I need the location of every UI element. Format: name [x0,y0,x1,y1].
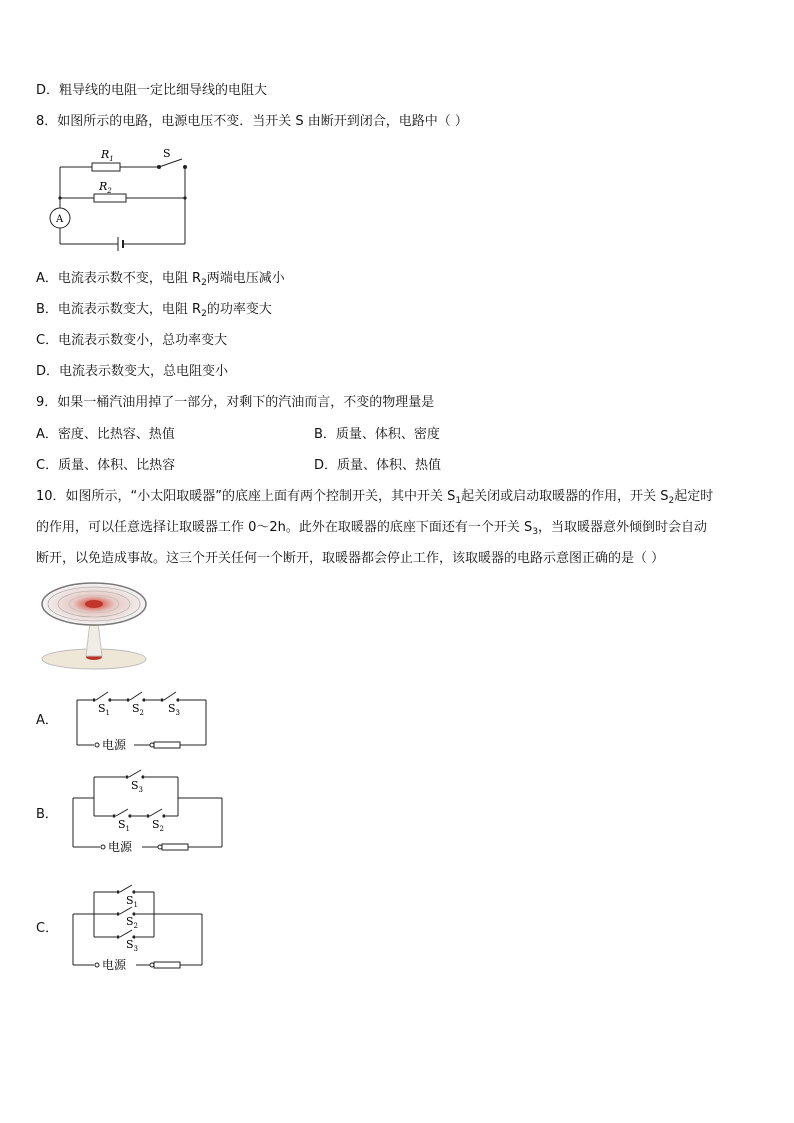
q9-option-d: D．质量、体积、热值 [314,458,442,473]
svg-text:S1: $S_1$ [118,818,131,833]
switch-s [159,159,182,167]
q10-stem-line2: 的作用，可以任意选择让取暖器工作 0～2h。此外在取暖器的底座下面还有一个开关 $S_3$，当取暖器意外倾倒时会自动 [36,520,708,537]
q8-stem: 8．如图所示的电路，电源电压不变．当开关 S 由断开到闭合，电路中（ ） [36,114,468,129]
q10-option-c-circuit [70,882,210,974]
q8-circuit-diagram [46,145,196,255]
svg-text:S: S [163,147,171,160]
svg-text:S3: $S_3$ [126,938,139,953]
q7-option-d: D．粗导线的电阻一定比细导线的电阻大 [36,83,268,98]
svg-text:S2: $S_2$ [132,702,145,717]
svg-text:S1: $S_1$ [98,702,111,717]
q10-option-c-label: C． [36,921,59,936]
heater-resistor [154,742,180,748]
q9-option-b: B．质量、体积、密度 [314,427,440,442]
svg-text:电源: 电源 [108,840,133,854]
resistor-r1 [92,163,120,171]
q10-option-b-label: B． [36,807,58,822]
q10-stem-line1: 10．如图所示，“小太阳取暖器”的底座上面有两个控制开关，其中开关 $S_1$起关闭或启动取暖器的作用，开关 $S_2$起定时 [36,489,714,506]
q10-option-a-circuit [74,688,214,754]
resistor-r2 [94,194,126,202]
svg-text:S2: $S_2$ [152,818,165,833]
q9-stem: 9．如果一桶汽油用掉了一部分，对剩下的汽油而言，不变的物理量是 [36,395,435,410]
svg-text:S3: $S_3$ [131,779,144,794]
svg-text:R1: $R_1$ [101,148,114,163]
svg-text:R2: $R_2$ [99,180,112,195]
svg-text:A: A [56,214,64,225]
q8-option-d: D．电流表示数变大，总电阻变小 [36,364,229,379]
svg-text:S2: $S_2$ [126,915,139,930]
svg-text:S1: $S_1$ [126,894,139,909]
q8-option-b: B．电流表示数变大，电阻 $R_2$的功率变大 [36,302,272,319]
q10-stem-line3: 断开，以免造成事故。这三个开关任何一个断开，取暖器都会停止工作，该取暖器的电路示意图正确的是（ ） [36,551,665,566]
svg-text:电源: 电源 [102,958,127,972]
svg-text:电源: 电源 [102,738,127,752]
q8-option-c: C．电流表示数变小，总功率变大 [36,333,228,348]
q10-option-a-label: A． [36,713,58,728]
heater-illustration [36,582,154,674]
q8-option-a: A．电流表示数不变，电阻 $R_2$两端电压减小 [36,271,285,288]
q9-option-c: C．质量、体积、比热容 [36,458,176,473]
svg-text:S3: $S_3$ [168,702,181,717]
q9-option-a: A．密度、比热容、热值 [36,427,175,442]
q10-option-b-circuit [70,770,230,858]
